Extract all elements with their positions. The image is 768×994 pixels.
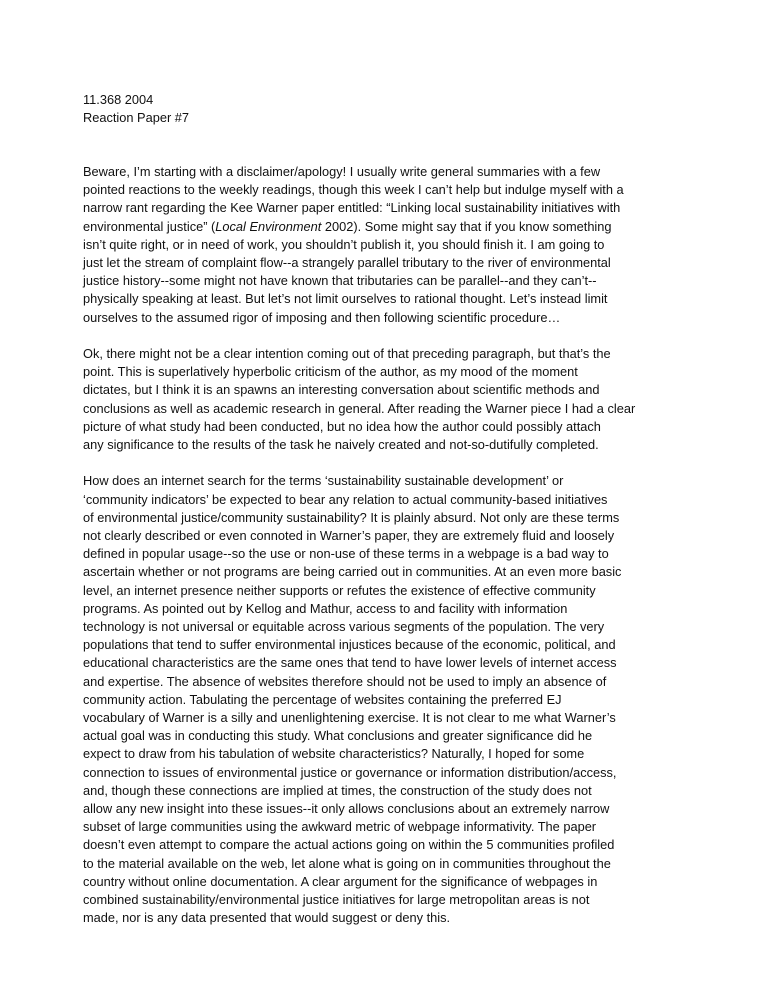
text-line: educational characteristics are the same ones that tend to have lower levels of internet access [83, 655, 617, 671]
text-line: not clearly described or even connoted in Warner’s paper, they are extremely fluid and loosely [83, 528, 615, 544]
text-line: just let the stream of complaint flow--a strangely parallel tributary to the river of environmental [83, 255, 611, 271]
text-line: programs. As pointed out by Kellog and Mathur, access to and facility with information [83, 600, 568, 616]
text-line: ‘community indicators’ be expected to bear any relation to actual community-based initiatives [83, 491, 608, 507]
text-line: doesn’t even attempt to compare the actual actions going on within the 5 communities profiled [83, 837, 615, 853]
text-line: and expertise. The absence of websites therefore should not be used to imply an absence of [83, 673, 607, 689]
text-line: expect to draw from his tabulation of website characteristics? Naturally, I hoped for some [83, 746, 585, 762]
text-line: any significance to the results of the task he naively created and not-so-dutifully completed. [83, 437, 599, 453]
text-line: and, though these connections are implied at times, the construction of the study does not [83, 782, 592, 798]
paragraph-1 [83, 163, 695, 327]
text-line: combined sustainability/environmental justice initiatives for large metropolitan areas is not [83, 892, 590, 908]
text-line: How does an internet search for the terms ‘sustainability sustainable development’ or [83, 473, 564, 489]
text-line: defined in popular usage--so the use or non-use of these terms in a webpage is a bad way to [83, 546, 609, 562]
paragraph-3 [83, 472, 695, 927]
text-line: ourselves to the assumed rigor of imposing and then following scientific procedure… [83, 309, 561, 325]
text-line: justice history--some might not have known that tributaries can be parallel--and they can’t-- [83, 273, 597, 289]
text-line: connection to issues of environmental justice or governance or information distribution/access, [83, 764, 617, 780]
text-line: community action. Tabulating the percentage of websites containing the preferred EJ [83, 691, 562, 707]
paper-title: Reaction Paper #7 [83, 110, 189, 126]
text-line: ascertain whether or not programs are being carried out in communities. At an even more basic [83, 564, 622, 580]
text-line: made, nor is any data presented that would suggest or deny this. [83, 910, 451, 926]
text-line: picture of what study had been conducted, but no idea how the author could possibly attach [83, 418, 601, 434]
text-line: Ok, there might not be a clear intention coming out of that preceding paragraph, but that’s the [83, 346, 611, 362]
paragraph-2 [83, 345, 695, 454]
text-line: isn’t quite right, or in need of work, you shouldn’t publish it, you should finish it. I am going to [83, 236, 605, 252]
text-line: technology is not universal or equitable across various segments of the population. The very [83, 619, 605, 635]
text-line: subset of large communities using the awkward metric of webpage informativity. The paper [83, 819, 597, 835]
course-number: 11.368 2004 [83, 92, 154, 107]
text-line: of environmental justice/community sustainability? It is plainly absurd. Not only are these terms [83, 509, 620, 525]
text-fragment: 2002). Some might say that if you know something [321, 218, 612, 234]
text-line: dictates, but I think it is an spawns an interesting conversation about scientific methods and [83, 382, 600, 398]
text-line: populations that tend to suffer environmental injustices because of the economic, political, and [83, 637, 616, 653]
text-line: vocabulary of Warner is a silly and unenlightening exercise. It is not clear to me what Warner’s [83, 710, 616, 726]
journal-title: Local Environment [215, 218, 322, 234]
text-line: actual goal was in conducting this study. What conclusions and greater significance did he [83, 728, 593, 744]
text-line [83, 218, 695, 236]
document-body [83, 163, 695, 946]
text-line: level, an internet presence neither supports or refutes the existence of effective community [83, 582, 596, 598]
text-line: conclusions as well as academic research in general. After reading the Warner piece I had a clear [83, 400, 636, 416]
text-line: pointed reactions to the weekly readings, though this week I can’t help but indulge myself with a [83, 182, 624, 198]
text-fragment: environmental justice” ( [83, 218, 216, 234]
text-line: physically speaking at least. But let’s not limit ourselves to rational thought. Let’s instead limit [83, 291, 608, 307]
text-line: narrow rant regarding the Kee Warner paper entitled: “Linking local sustainability initiatives with [83, 200, 621, 216]
text-line: point. This is superlatively hyperbolic criticism of the author, as my mood of the moment [83, 364, 578, 380]
text-line: allow any new insight into these issues--it only allows conclusions about an extremely narrow [83, 801, 610, 817]
text-line: Beware, I’m starting with a disclaimer/apology! I usually write general summaries with a few [83, 164, 601, 179]
text-line: country without online documentation. A clear argument for the significance of webpages in [83, 873, 598, 889]
document-header [83, 91, 189, 127]
text-line: to the material available on the web, let alone what is going on in communities throughout the [83, 855, 611, 871]
